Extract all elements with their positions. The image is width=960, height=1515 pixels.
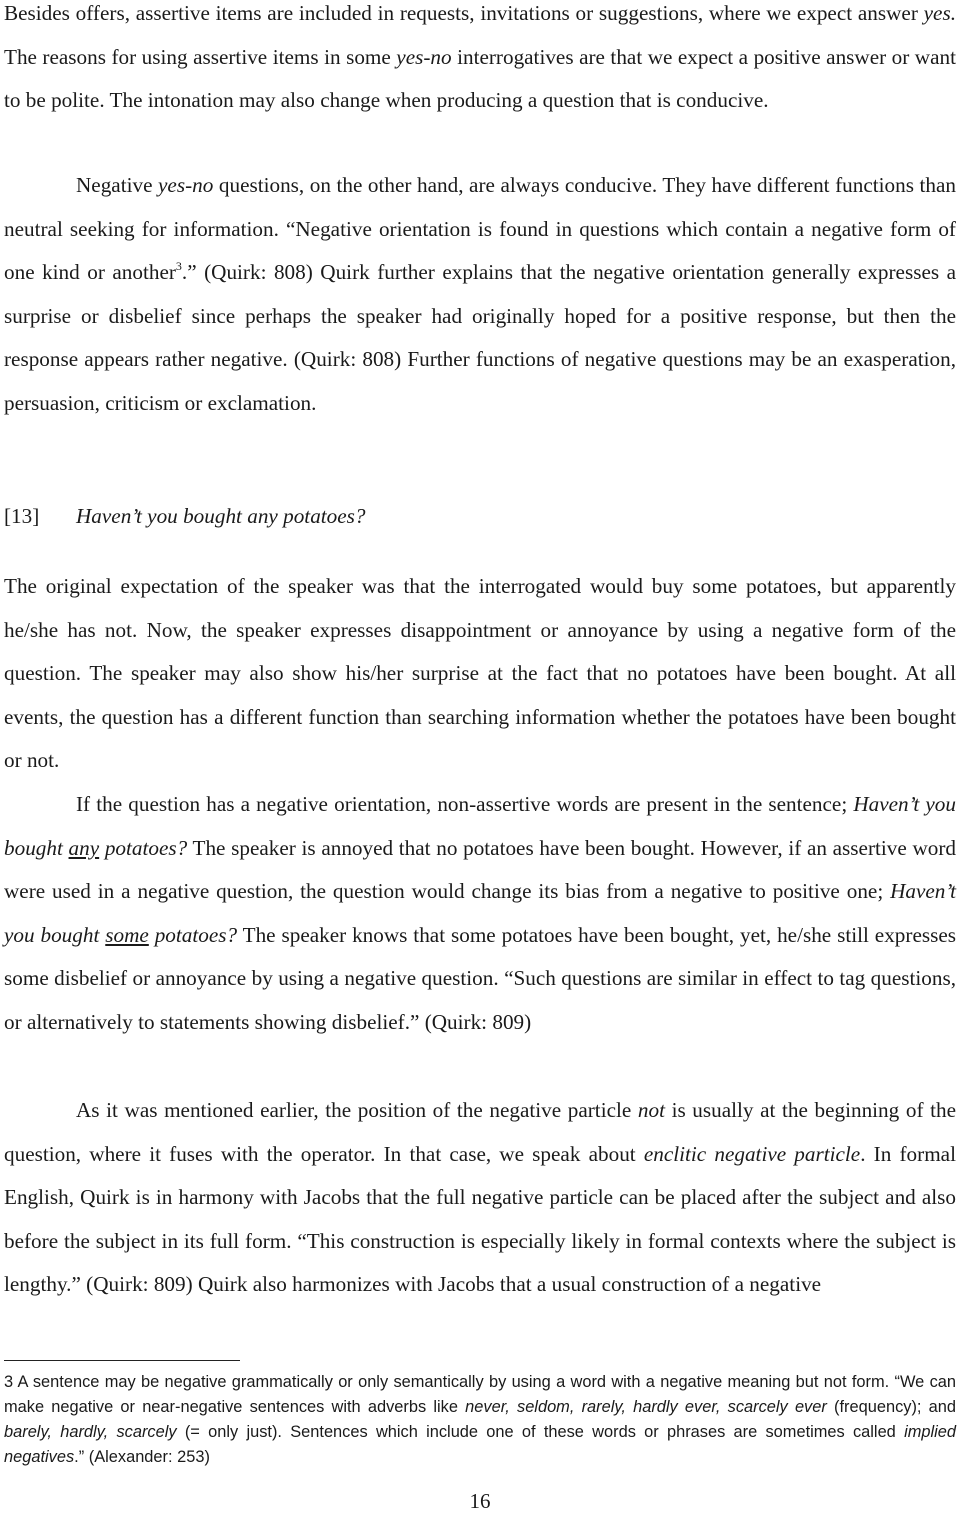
paragraph-4-italic: potatoes?: [99, 835, 188, 860]
footnote-text: (= only just). Sentences which include one of these words or phrases are sometimes called: [176, 1423, 905, 1441]
footnote-italic: never, seldom, rarely, hardly ever, scarcely ever: [465, 1398, 827, 1416]
paragraph-1-text: Besides offers, assertive items are included in requests, invitations or suggestions, where we expect answer: [4, 1, 924, 25]
paragraph-5-italic-not: not: [637, 1098, 665, 1122]
footnote-text: (frequency); and: [826, 1398, 957, 1416]
example-text: Haven’t you bought any potatoes?: [76, 504, 366, 528]
page-number: 16: [469, 1489, 491, 1513]
paragraph-2-text: Negative: [76, 173, 159, 197]
paragraph-2: [4, 164, 956, 426]
footnote-separator: [4, 1360, 240, 1361]
paragraph-1-italic-yes: yes.: [923, 1, 956, 25]
example-13: [4, 495, 366, 539]
footnote-text: 3 A sentence may be negative grammatically or only semantically by using a word with a negative meaning but not form. “We can make negative or near-negative sentences with adverbs like: [4, 1373, 956, 1416]
example-number: [13]: [4, 504, 40, 528]
paragraph-4-text: The speaker knows that some potatoes have been bought, yet, he/she still expresses some disbelief or annoyance by using a negative question. “Such questions are similar in effect to tag questions, or alternatively to statements showing disbelief.” (Quirk: 809): [4, 922, 956, 1034]
paragraph-3-text: The original expectation of the speaker was that the interrogated would buy some potatoes, but apparently he/she has not. Now, the speaker expresses disappointment or annoyance by using a negative form of the question. The speaker may also show his/her surprise at the fact that no potatoes have been bought. At all events, the question has a different function than searching information whether the potatoes have been bought or not.: [4, 574, 956, 773]
paragraph-1-italic-yes-no: yes-no: [396, 44, 452, 69]
paragraph-4-text: If the question has a negative orientation, non-assertive words are present in the sentence;: [76, 792, 854, 816]
paragraph-4-italic: potatoes?: [148, 922, 238, 947]
paragraph-2-text: .” (Quirk: 808) Quirk further explains that the negative orientation generally expresses a surprise or disbelief since perhaps the speaker had originally hoped for a positive response, but then the response appears rather negative. (Quirk: 808) Further functions of negative questions may be an exasperation, persuasion, criticism or exclamation.: [4, 260, 956, 415]
paragraph-2-italic-yes-no: yes-no: [158, 173, 214, 197]
paragraph-1-text: The reasons for using assertive items in some: [4, 44, 397, 69]
paragraph-4-text: The speaker is annoyed that no potatoes have been bought. However, if an assertive word were used in a negative question, the question would change its bias from a negative to positive one;: [4, 835, 956, 904]
paragraph-1: [4, 0, 956, 123]
footnote-italic: barely, hardly, scarcely: [4, 1423, 177, 1441]
footnote-text: .” (Alexander: 253): [74, 1448, 210, 1466]
paragraph-4-italic: Haven’t you bought: [4, 879, 956, 947]
paragraph-4: [4, 783, 956, 1045]
footnote-italic: implied negatives: [4, 1423, 956, 1466]
paragraph-2-text: questions, on the other hand, are always conducive. They have different functions than neutral seeking for information. “Negative orientation is found in questions which contain a negative form of one kind or another: [4, 173, 956, 285]
paragraph-4-underlined-some: some: [105, 922, 149, 947]
footnote-reference[interactable]: 3: [175, 259, 182, 274]
paragraph-5-text: As it was mentioned earlier, the position of the negative particle: [76, 1098, 638, 1122]
paragraph-5-text: . In formal English, Quirk is in harmony with Jacobs that the full negative particle can be placed after the subject and also before the subject in its full form. “This construction is especially likely in formal contexts where the subject is lengthy.” (Quirk: 809) Quirk also harmonizes with Jacobs that a usual construction of a negative: [4, 1141, 956, 1297]
paragraph-5-italic-term: enclitic negative particle: [643, 1141, 861, 1166]
paragraph-3: [4, 565, 956, 783]
paragraph-4-underlined-any: any: [68, 835, 100, 860]
paragraph-5-text: is usually at the beginning of the question, where it fuses with the operator. In that case, we speak about: [4, 1098, 956, 1166]
paragraph-1-text: interrogatives are that we expect a positive answer or want to be polite. The intonation may also change when producing a question that is conducive.: [4, 44, 956, 113]
footnote-3: [4, 1370, 956, 1470]
paragraph-5: [4, 1089, 956, 1307]
paragraph-4-italic: Haven’t you bought: [4, 792, 956, 860]
